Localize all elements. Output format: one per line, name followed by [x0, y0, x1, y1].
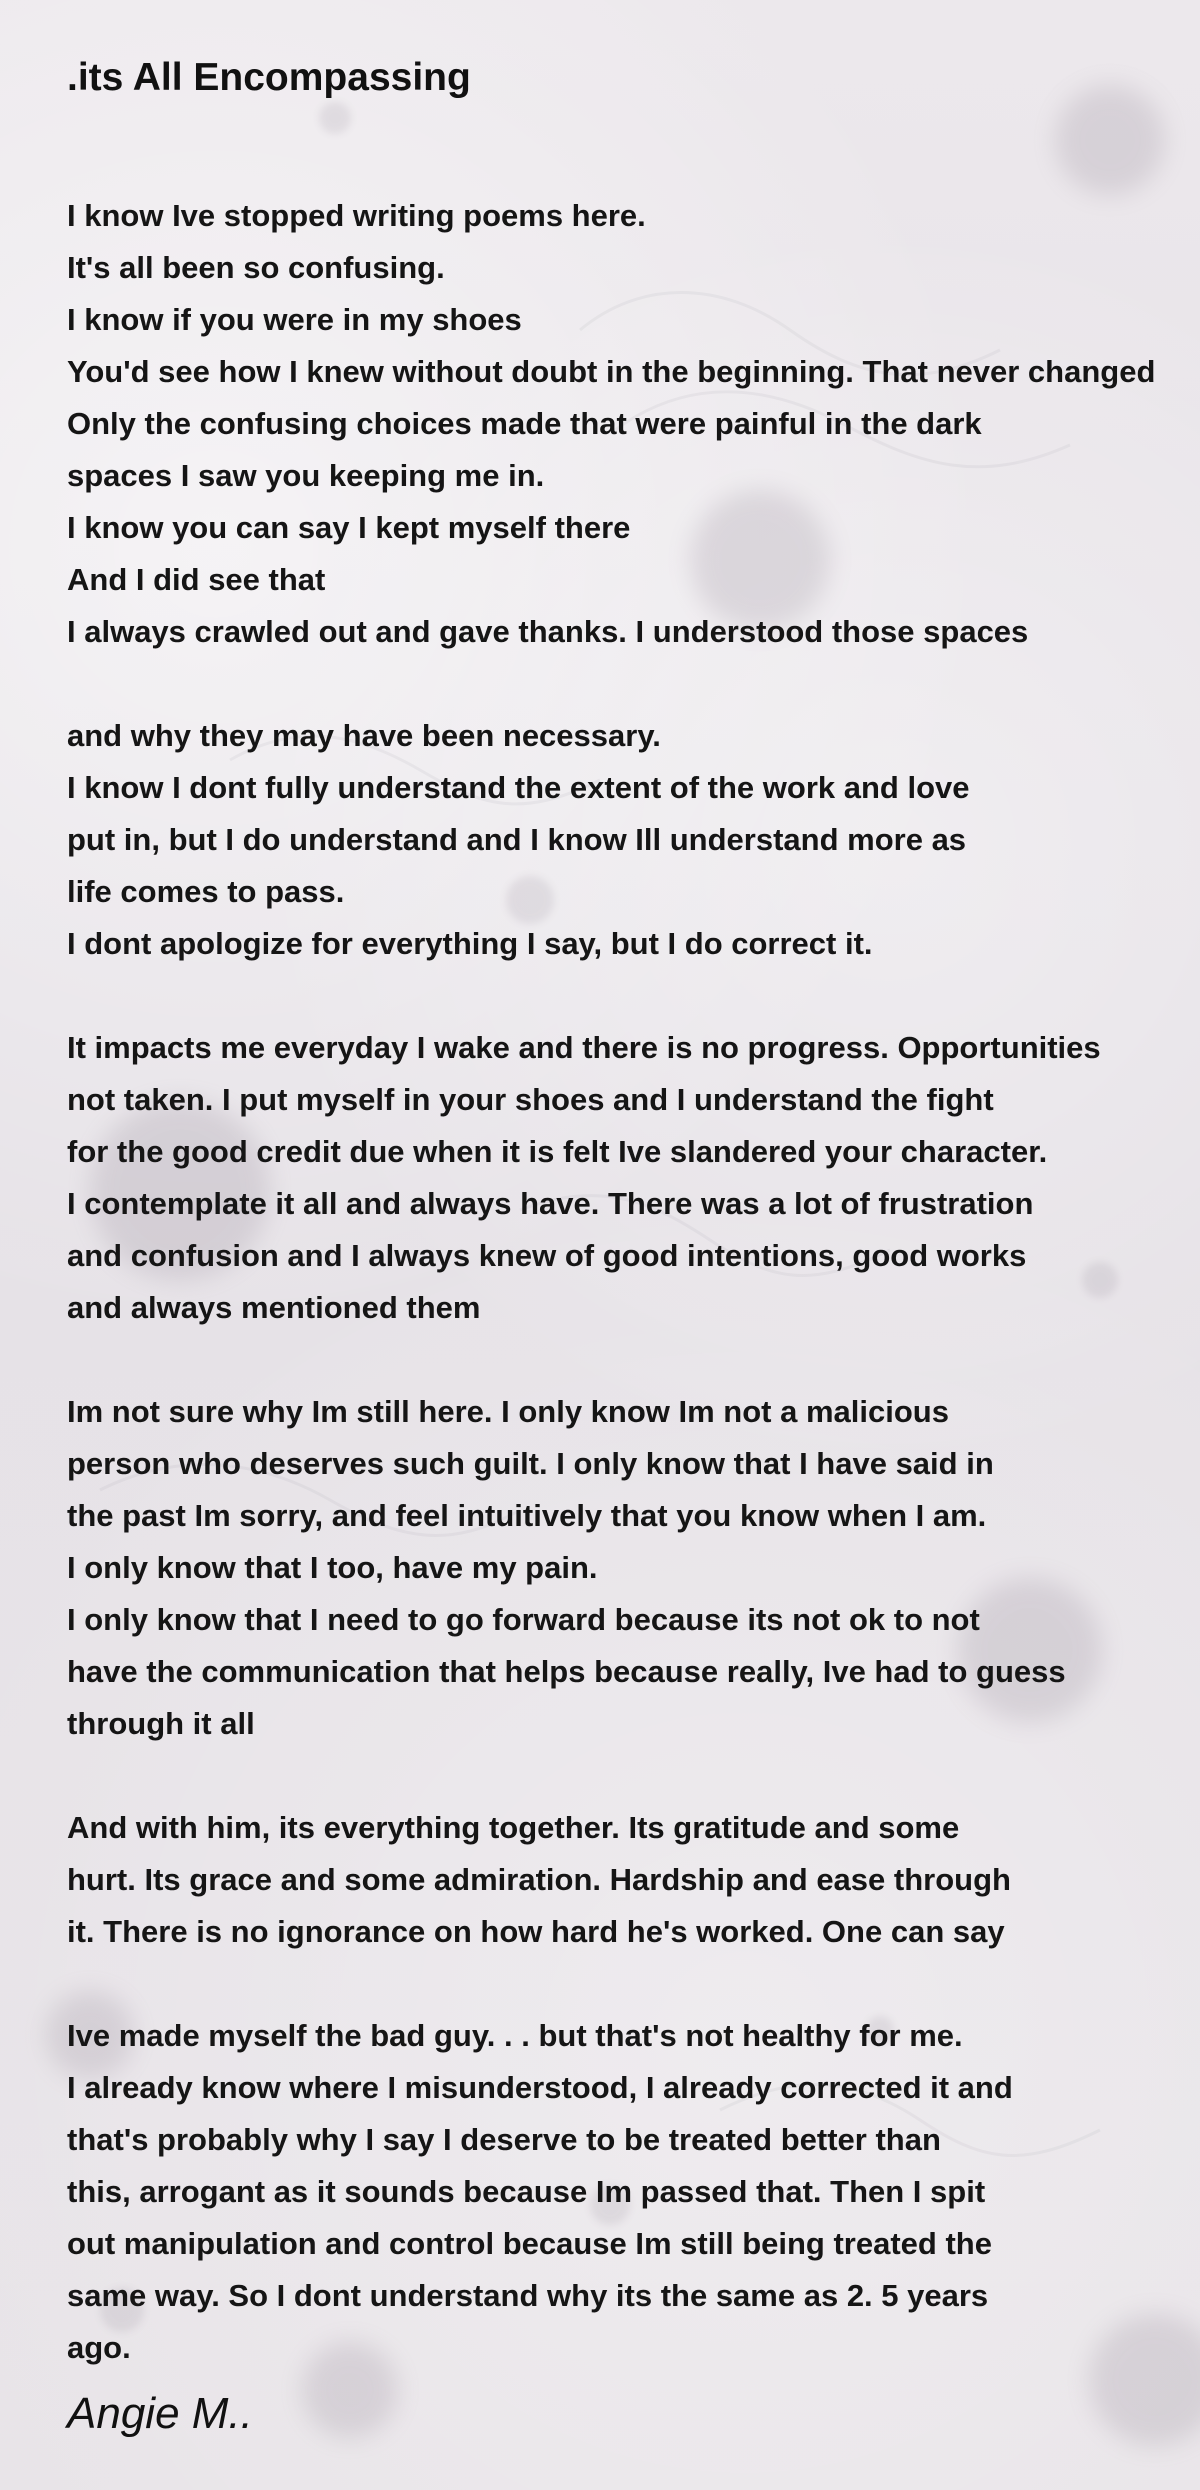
poem-line: Only the confusing choices made that were painful in the dark — [67, 406, 982, 441]
poem-title: .its All Encompassing — [67, 56, 471, 99]
poem-author: Angie M.. — [67, 2389, 253, 2438]
poem-line: and always mentioned them — [67, 1290, 481, 1325]
poem-line: ago. — [67, 2330, 131, 2365]
poem-line: same way. So I dont understand why its the same as 2. 5 years — [67, 2278, 989, 2313]
poem-line: and confusion and I always knew of good intentions, good works — [67, 1238, 1027, 1273]
poem-line: through it all — [67, 1706, 255, 1741]
poem-line: Im not sure why Im still here. I only know Im not a malicious — [67, 1394, 949, 1429]
poem-line: have the communication that helps because really, Ive had to guess — [67, 1654, 1066, 1689]
poem-line: I know Ive stopped writing poems here. — [67, 198, 646, 233]
poem-line: this, arrogant as it sounds because Im passed that. Then I spit — [67, 2174, 986, 2209]
stanza-break — [67, 1750, 1200, 1802]
stanza-break — [67, 1334, 1200, 1386]
stanza-break — [67, 970, 1200, 1022]
poem-line: I dont apologize for everything I say, but I do correct it. — [67, 926, 873, 961]
poem-line: that's probably why I say I deserve to be treated better than — [67, 2122, 941, 2157]
poem-line: I only know that I too, have my pain. — [67, 1550, 598, 1585]
poem-line: I know I dont fully understand the extent of the work and love — [67, 770, 970, 805]
poem-line: You'd see how I knew without doubt in the beginning. That never changed — [67, 354, 1156, 389]
poem-line: And with him, its everything together. Its gratitude and some — [67, 1810, 960, 1845]
poem-line: and why they may have been necessary. — [67, 718, 661, 753]
poem-line: I know you can say I kept myself there — [67, 510, 631, 545]
poem-line: I contemplate it all and always have. There was a lot of frustration — [67, 1186, 1034, 1221]
poem-line: Ive made myself the bad guy. . . but that's not healthy for me. — [67, 2018, 963, 2053]
poem-line: not taken. I put myself in your shoes and I understand the fight — [67, 1082, 994, 1117]
poem-line: person who deserves such guilt. I only know that I have said in — [67, 1446, 994, 1481]
poem-line: I already know where I misunderstood, I already corrected it and — [67, 2070, 1013, 2105]
poem-line: the past Im sorry, and feel intuitively that you know when I am. — [67, 1498, 987, 1533]
poem-line: for the good credit due when it is felt Ive slandered your character. — [67, 1134, 1048, 1169]
poem-line: it. There is no ignorance on how hard he's worked. One can say — [67, 1914, 1005, 1949]
poem-line: spaces I saw you keeping me in. — [67, 458, 545, 493]
poem-content — [67, 48, 1200, 2374]
poem-line: out manipulation and control because Im still being treated the — [67, 2226, 992, 2261]
poem-line: I only know that I need to go forward because its not ok to not — [67, 1602, 980, 1637]
stanza-break — [67, 1958, 1200, 2010]
poem-line: put in, but I do understand and I know Ill understand more as — [67, 822, 967, 857]
poem-line: And I did see that — [67, 562, 326, 597]
poem-line: life comes to pass. — [67, 874, 345, 909]
poem-line: I always crawled out and gave thanks. I understood those spaces — [67, 614, 1029, 649]
poem-line: hurt. Its grace and some admiration. Hardship and ease through — [67, 1862, 1011, 1897]
poem-line: It's all been so confusing. — [67, 250, 445, 285]
poem-line: It impacts me everyday I wake and there is no progress. Opportunities — [67, 1030, 1101, 1065]
stanza-break — [67, 658, 1200, 710]
poem-line: I know if you were in my shoes — [67, 302, 522, 337]
poem-body — [67, 190, 1200, 2374]
